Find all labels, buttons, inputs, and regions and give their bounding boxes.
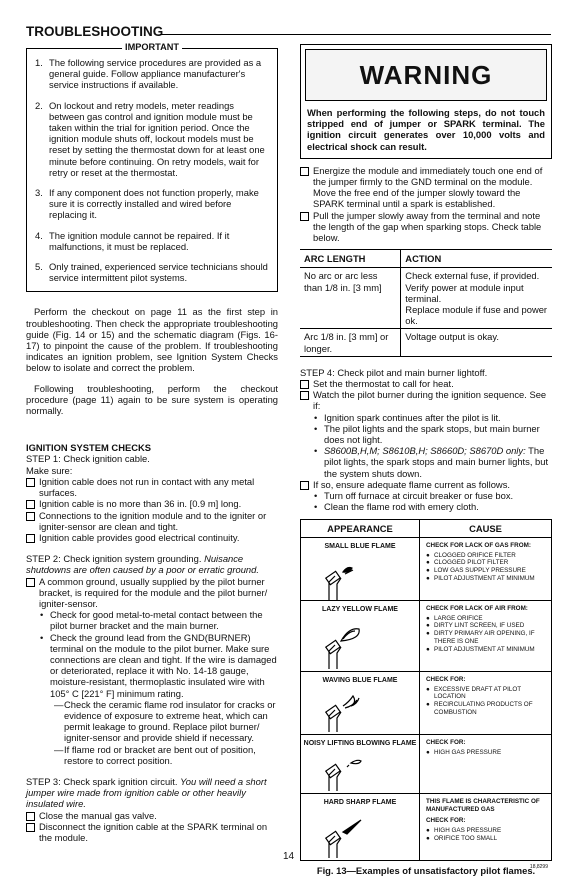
bullet-item	[300, 412, 552, 423]
checkbox-icon	[26, 534, 35, 543]
dash-text: Check the ceramic flame rod insulator for cracks or evidence of exposure to extreme heat, which can permit leakage to ground. Replace pilot burner/ igniter-sensor and provide shield if necessary.	[64, 698, 276, 744]
step2-heading	[26, 553, 278, 575]
cause-cell	[420, 735, 551, 793]
appearance-cell	[301, 601, 420, 671]
checklist-item	[26, 476, 278, 498]
appearance-label: SMALL BLUE FLAME	[324, 542, 396, 550]
checkbox-icon	[26, 500, 35, 509]
left-column	[26, 44, 278, 843]
cause-text: EXCESSIVE DRAFT AT PILOT LOCATION	[434, 685, 522, 701]
appearance-cell	[301, 735, 420, 793]
checkbox-icon	[26, 512, 35, 521]
checklist-text: Watch the pilot burner during the ignition sequence. See if:	[313, 389, 547, 412]
item-text: The following service procedures are provided as a general guide. Follow appliance manufacturer's service instructions if available.	[49, 57, 262, 91]
dash-icon: —	[54, 743, 64, 755]
dash-icon: —	[54, 698, 64, 710]
step3-heading	[26, 776, 278, 810]
intro-paragraph: Perform the checkout on page 11 as the first step in troubleshooting. Then check the appropriate troubleshooting guide (Fig. 14 or 15) and the schematic diagram (Figs. 16-17) to pinpoint the cause of the problem. If troubleshooting indicates an ignition problem, see Ignition System Checks below to isolate and correct the problem.	[26, 306, 278, 374]
cause-item: ● CLOGGED PILOT FILTER	[426, 559, 509, 567]
item-text: On lockout and retry models, meter readings between gas control and ignition module must be taken within the trial for ignition period. Once the ignition module shuts off, lockout models must be reset by setting the thermostat down for at least one minute before continuing. On retry models, wait for retry or reset at the thermostat.	[49, 99, 265, 178]
checkbox-icon	[26, 478, 35, 487]
checklist-item	[26, 532, 278, 543]
step4-heading: STEP 4: Check pilot and main burner lightoff.	[300, 366, 488, 378]
bullet-icon: •	[40, 609, 44, 621]
dash-text: If flame rod or bracket are bent out of position, restore to correct position.	[64, 743, 256, 766]
right-column	[300, 44, 552, 876]
bullet-text: The pilot lights, the spark stops and main burner lights, but the system shuts down.	[324, 445, 549, 479]
appearance-cell	[301, 538, 420, 600]
cause-cell	[420, 538, 551, 600]
checklist-item	[26, 510, 278, 532]
cause-item: ● PILOT ADJUSTMENT AT MINIMUM	[426, 574, 535, 582]
cause-item: ● PILOT ADJUSTMENT AT MINIMUM	[426, 645, 535, 653]
check-label: CHECK FOR LACK OF AIR FROM:	[426, 604, 528, 612]
bullet-item	[300, 501, 552, 512]
model-list: S8600B,H,M; S8610B,H; S8660D; S8670D only:	[324, 445, 526, 457]
checklist-text: Connections to the ignition module and to the igniter or igniter-sensor are clean and tight.	[39, 509, 267, 532]
bullet-icon: •	[314, 490, 318, 502]
item-number: 2.	[35, 99, 43, 111]
small-blue-flame-icon	[301, 552, 419, 602]
flame-row	[301, 735, 551, 794]
page-title: TROUBLESHOOTING	[26, 24, 164, 39]
cause-item: ● ORIFICE TOO SMALL	[426, 834, 498, 842]
column-header-appearance: APPEARANCE	[301, 520, 420, 537]
bullet-item	[300, 490, 552, 501]
cause-text: ORIFICE TOO SMALL	[434, 834, 498, 842]
cause-text: DIRTY LINT SCREEN, IF USED	[434, 622, 525, 630]
gas-note: THIS FLAME IS CHARACTERISTIC OF MANUFACTURED GAS	[426, 797, 540, 813]
important-item	[35, 100, 269, 178]
check-label: CHECK FOR:	[426, 738, 466, 746]
cause-item: ● HIGH GAS PRESSURE	[426, 827, 502, 835]
cause-text: RECIRCULATING PRODUCTS OF COMBUSTION	[434, 701, 533, 716]
checkbox-icon	[300, 212, 309, 221]
checklist-item	[300, 210, 552, 244]
checklist-item	[300, 378, 552, 389]
cause-text: LOW GAS SUPPLY PRESSURE	[434, 567, 526, 575]
important-item	[35, 230, 269, 252]
bullet-icon: •	[314, 411, 318, 423]
waving-blue-flame-icon	[301, 686, 419, 734]
flame-row	[301, 601, 551, 672]
checklist-item	[26, 810, 278, 821]
checklist-text: Disconnect the ignition cable at the SPARK terminal on the module.	[39, 820, 268, 843]
checkbox-icon	[26, 578, 35, 587]
flame-row	[301, 672, 551, 735]
appearance-label: HARD SHARP FLAME	[323, 798, 397, 806]
action-line: Voltage output is okay.	[405, 331, 499, 343]
table-row	[300, 329, 552, 356]
cause-text: HIGH GAS PRESSURE	[434, 827, 502, 835]
item-text: The ignition module cannot be repaired. If it malfunctions, it must be replaced.	[49, 229, 230, 252]
appearance-cell	[301, 672, 420, 734]
checklist-text: Close the manual gas valve.	[39, 809, 157, 821]
cause-item: ● DIRTY LINT SCREEN, IF USED	[426, 622, 525, 630]
checklist-text: If so, ensure adequate flame current as follows.	[313, 478, 510, 490]
item-number: 1.	[35, 57, 43, 68]
column-header-arc: ARC LENGTH	[300, 250, 401, 268]
step2-note: Nuisance shutdowns are often caused by a poor or erratic ground.	[26, 553, 259, 576]
cause-item: ● HIGH GAS PRESSURE	[426, 748, 502, 756]
dash-item	[26, 744, 278, 766]
check-label: CHECK FOR:	[426, 817, 466, 825]
warning-title: WARNING	[305, 49, 547, 101]
checklist-text: Energize the module and immediately touch one end of the jumper firmly to the GND terminal on the module. Move the free end of the jumper slowly toward the SPARK terminal until a spark is established.	[313, 164, 543, 210]
checkbox-icon	[26, 812, 35, 821]
item-text: If any component does not function properly, make sure it is correctly installed and wired before replacing it.	[49, 187, 259, 221]
appearance-label: NOISY LIFTING BLOWING FLAME	[303, 739, 417, 747]
noisy-lifting-flame-icon	[301, 749, 419, 793]
dash-item	[26, 699, 278, 744]
action-cell	[401, 329, 552, 356]
important-box	[26, 42, 278, 292]
column-header-cause: CAUSE	[469, 522, 502, 534]
header-rule	[160, 34, 551, 35]
bullet-text: Check for good metal-to-metal contact between the pilot burner bracket and the main burner.	[50, 609, 263, 632]
important-item	[35, 187, 269, 221]
bullet-item	[26, 609, 278, 631]
flame-row	[301, 538, 551, 601]
checklist-text: Ignition cable does not run in contact with any metal surfaces.	[39, 475, 255, 499]
cause-text: CLOGGED PILOT FILTER	[434, 559, 509, 567]
lazy-yellow-flame-icon	[301, 615, 419, 671]
table-row	[300, 268, 552, 329]
checklist-text: A common ground, usually supplied by the pilot burner bracket, is required for the module and the pilot burner/ igniter-sensor.	[39, 575, 268, 609]
step3-note: You will need a short jumper wire made from ignition cable or other heavily insulated wire.	[26, 775, 267, 810]
cause-item: ● LARGE ORIFICE	[426, 614, 483, 622]
action-line: Verify power at module input terminal.	[405, 281, 524, 304]
cause-cell	[420, 672, 551, 734]
action-cell	[401, 268, 552, 329]
make-sure-label: Make sure:	[26, 464, 73, 476]
check-label: CHECK FOR LACK OF GAS FROM:	[426, 541, 531, 549]
checklist-text: Set the thermostat to call for heat.	[313, 378, 454, 390]
bullet-text: Clean the flame rod with emery cloth.	[324, 501, 479, 513]
cause-text: DIRTY PRIMARY AIR OPENING, IF THERE IS ONE	[434, 630, 535, 645]
figure-caption: Fig. 13—Examples of unsatisfactory pilot flames.	[316, 864, 536, 876]
item-number: 5.	[35, 261, 43, 273]
action-line: Replace module if fuse and power ok.	[405, 304, 548, 327]
checkbox-icon	[26, 823, 35, 832]
bullet-item	[26, 632, 278, 699]
checkbox-icon	[300, 167, 309, 176]
cause-item: ● EXCESSIVE DRAFT AT PILOT LOCATION	[426, 686, 545, 702]
bullet-icon: •	[314, 445, 318, 457]
item-number: 4.	[35, 229, 43, 241]
warning-box	[300, 44, 552, 159]
column-header-action: ACTION	[401, 250, 552, 268]
important-item	[35, 57, 269, 91]
checklist-item	[26, 576, 278, 610]
cause-text: CLOGGED ORIFICE FILTER	[434, 551, 516, 559]
figure-number: 18,8299	[529, 863, 548, 870]
warning-text: When performing the following steps, do not touch stripped end of jumper or SPARK terminal. The ignition circuit generates over 10,000 volts and electrical shock can result.	[307, 107, 545, 152]
checklist-item	[26, 498, 278, 509]
cause-cell	[420, 601, 551, 671]
arc-cell: No arc or arc less than 1/8 in. [3 mm]	[300, 268, 401, 329]
cause-item: ● RECIRCULATING PRODUCTS OF COMBUSTION	[426, 701, 545, 717]
important-title: IMPORTANT	[122, 42, 182, 53]
cause-item: ● CLOGGED ORIFICE FILTER	[426, 551, 516, 559]
checklist-item	[300, 479, 552, 490]
bullet-icon: •	[314, 422, 318, 434]
important-list	[35, 57, 269, 283]
followup-paragraph: Following troubleshooting, perform the checkout procedure (page 11) again to be sure system is operating normally.	[26, 382, 278, 417]
checkbox-icon	[300, 380, 309, 389]
important-item	[35, 261, 269, 283]
arc-length-table	[300, 249, 552, 357]
bullet-item	[300, 445, 552, 479]
cause-text: HIGH GAS PRESSURE	[434, 748, 502, 756]
section-heading: IGNITION SYSTEM CHECKS	[26, 442, 152, 454]
bullet-text: Ignition spark continues after the pilot is lit.	[324, 411, 501, 423]
step1-heading: STEP 1: Check ignition cable.	[26, 453, 150, 465]
cause-item: ● LOW GAS SUPPLY PRESSURE	[426, 567, 526, 575]
cause-cell	[420, 794, 551, 860]
arc-cell: Arc 1/8 in. [3 mm] or longer.	[300, 329, 401, 356]
appearance-label: WAVING BLUE FLAME	[322, 676, 398, 684]
flame-table-header	[301, 520, 551, 538]
checklist-item	[300, 389, 552, 411]
action-line: Check external fuse, if provided.	[405, 270, 540, 282]
page-number: 14	[282, 851, 295, 862]
bullet-text: Turn off furnace at circuit breaker or fuse box.	[324, 490, 514, 502]
cause-text: PILOT ADJUSTMENT AT MINIMUM	[434, 645, 535, 653]
step3-title: STEP 3: Check spark ignition circuit.	[26, 775, 178, 787]
checklist-text: Ignition cable is no more than 36 in. [0.9 m] long.	[39, 498, 242, 510]
checklist-item	[300, 165, 552, 210]
bullet-text: Check the ground lead from the GND(BURNER) terminal on the module to the pilot burner. Make sure connections are clean and tight. If the wire is damaged or deteriorated, replace it with No. 14-18 gauge, moisture-resistant, thermoplastic insulated wire with 105° C [221° F] minimum rating.	[50, 631, 277, 699]
checklist-text: Pull the jumper slowly away from the terminal and note the length of the gap when sparking stops. Check table below.	[313, 209, 542, 244]
bullet-icon: •	[40, 631, 44, 643]
checkbox-icon	[300, 481, 309, 490]
appearance-cell	[301, 794, 420, 860]
bullet-icon: •	[314, 501, 318, 513]
item-text: Only trained, experienced service technicians should service intermittent pilot systems.	[49, 261, 268, 284]
item-number: 3.	[35, 187, 43, 199]
cause-text: PILOT ADJUSTMENT AT MINIMUM	[434, 574, 535, 582]
checklist-text: Ignition cable provides good electrical continuity.	[39, 531, 240, 543]
step2-title: STEP 2: Check ignition system grounding.	[26, 553, 202, 565]
appearance-label: LAZY YELLOW FLAME	[322, 605, 398, 613]
cause-item: ● DIRTY PRIMARY AIR OPENING, IF THERE IS ONE	[426, 630, 545, 646]
checklist-item	[26, 821, 278, 843]
checkbox-icon	[300, 391, 309, 400]
cause-text: LARGE ORIFICE	[434, 614, 483, 622]
bullet-item	[300, 423, 552, 445]
bullet-text: The pilot lights and the spark stops, but main burner does not light.	[324, 422, 540, 446]
check-label: CHECK FOR:	[426, 675, 466, 683]
